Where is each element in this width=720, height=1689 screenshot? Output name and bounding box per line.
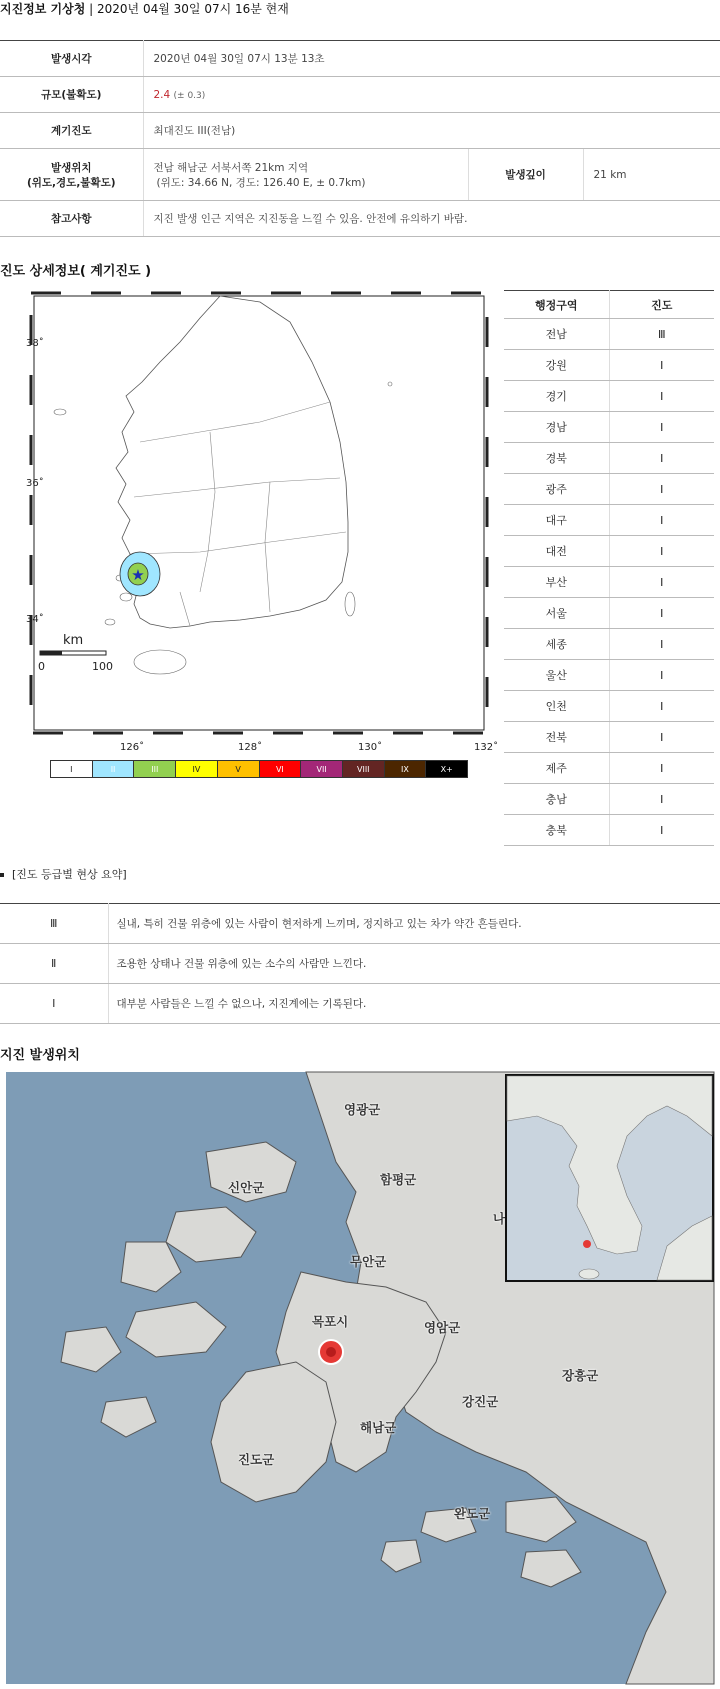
jindo-island xyxy=(211,1362,336,1502)
region-name: 충남 xyxy=(504,784,609,815)
region-intensity: Ⅰ xyxy=(609,412,714,443)
region-intensity: Ⅰ xyxy=(609,784,714,815)
region-row xyxy=(504,784,714,815)
region-intensity: Ⅰ xyxy=(609,567,714,598)
legend-level: VIII xyxy=(343,761,385,777)
location-line1: 전남 해남군 서북서쪽 21km 지역 xyxy=(153,161,309,174)
region-intensity: Ⅰ xyxy=(609,815,714,846)
region-row xyxy=(504,319,714,350)
note-value: 지진 발생 인근 지역은 지진동을 느낄 수 있음. 안전에 유의하기 바람. xyxy=(143,201,720,237)
title-separator: | xyxy=(89,2,98,16)
region-name: 서울 xyxy=(504,598,609,629)
lat-label-36: 36˚ xyxy=(26,478,44,489)
lat-label-34: 34˚ xyxy=(26,614,44,625)
region-name: 충북 xyxy=(504,815,609,846)
region-intensity: Ⅰ xyxy=(609,505,714,536)
intensity-value: 최대진도 III(전남) xyxy=(143,113,720,149)
summary-description: 대부분 사람들은 느낄 수 없으나, 지진계에는 기록된다. xyxy=(108,984,720,1024)
region-row xyxy=(504,753,714,784)
region-row xyxy=(504,629,714,660)
place-sinan: 신안군 xyxy=(228,1180,265,1195)
region-intensity: Ⅰ xyxy=(609,443,714,474)
earthquake-info-table xyxy=(0,40,720,237)
region-intensity-table xyxy=(504,290,714,846)
location-section-title: 지진 발생위치 xyxy=(0,1048,80,1063)
summary-row xyxy=(0,984,720,1024)
region-name: 경남 xyxy=(504,412,609,443)
region-name: 강원 xyxy=(504,350,609,381)
depth-value: 21 km xyxy=(583,149,720,201)
place-wando: 완도군 xyxy=(454,1506,491,1521)
legend-level: VI xyxy=(260,761,302,777)
region-row xyxy=(504,691,714,722)
scale-bar-fill xyxy=(40,651,62,655)
region-row xyxy=(504,722,714,753)
lat-label-38: 38˚ xyxy=(26,338,44,349)
region-row xyxy=(504,505,714,536)
magnitude-label: 규모(불확도) xyxy=(0,77,143,113)
region-row xyxy=(504,815,714,846)
region-intensity: Ⅰ xyxy=(609,722,714,753)
region-table-header xyxy=(504,291,714,319)
region-name: 대구 xyxy=(504,505,609,536)
lon-label-128: 128˚ xyxy=(238,742,263,753)
intensity-summary-table xyxy=(0,903,720,1024)
place-jangheung: 장흥군 xyxy=(562,1368,599,1383)
epicenter-star-icon: ★ xyxy=(131,566,145,584)
region-name: 인천 xyxy=(504,691,609,722)
inset-overview-map xyxy=(505,1074,714,1282)
location-label xyxy=(0,149,143,201)
info-row-intensity xyxy=(0,113,720,149)
region-intensity: Ⅰ xyxy=(609,350,714,381)
place-mokpo: 목포시 xyxy=(312,1314,349,1329)
region-name: 세종 xyxy=(504,629,609,660)
region-name: 부산 xyxy=(504,567,609,598)
intensity-map xyxy=(26,292,488,738)
info-row-time xyxy=(0,41,720,77)
inset-jeju xyxy=(579,1269,599,1279)
summary-heading xyxy=(0,866,127,882)
region-row xyxy=(504,474,714,505)
location-label-line1: 발생위치 xyxy=(50,161,92,174)
scale-start: 0 xyxy=(38,660,45,673)
info-row-magnitude xyxy=(0,77,720,113)
region-intensity: Ⅰ xyxy=(609,660,714,691)
inset-map-graphic xyxy=(507,1076,712,1280)
legend-level: IX xyxy=(385,761,427,777)
region-row xyxy=(504,443,714,474)
magnitude-uncertainty: (± 0.3) xyxy=(173,90,206,101)
place-yeonggwang: 영광군 xyxy=(344,1102,381,1117)
location-label-line2: (위도,경도,불확도) xyxy=(26,176,116,189)
location-line2: (위도: 34.66 N, 경도: 126.40 E, ± 0.7km) xyxy=(156,176,366,189)
inset-epicenter-icon xyxy=(583,1240,591,1248)
region-header-intensity: 진도 xyxy=(609,291,714,319)
region-name: 경기 xyxy=(504,381,609,412)
region-name: 전남 xyxy=(504,319,609,350)
place-hampyeong: 함평군 xyxy=(380,1172,417,1187)
summary-description: 조용한 상태나 건물 위층에 있는 소수의 사람만 느낀다. xyxy=(108,944,720,984)
legend-level: II xyxy=(93,761,135,777)
region-row xyxy=(504,660,714,691)
time-label: 발생시각 xyxy=(0,41,143,77)
magnitude-cell xyxy=(143,77,720,113)
region-intensity: Ⅲ xyxy=(609,319,714,350)
epicenter-core xyxy=(326,1347,336,1357)
summary-level: Ⅰ xyxy=(0,984,108,1024)
legend-level: III xyxy=(134,761,176,777)
lon-label-126: 126˚ xyxy=(120,742,145,753)
intensity-color-legend xyxy=(50,760,468,778)
place-gangjin: 강진군 xyxy=(462,1394,499,1409)
magnitude-value: 2.4 xyxy=(153,88,171,101)
lon-label-130: 130˚ xyxy=(358,742,383,753)
place-haenam: 해남군 xyxy=(360,1420,397,1435)
time-value: 2020년 04월 30일 07시 13분 13초 xyxy=(143,41,720,77)
lon-label-132: 132˚ xyxy=(474,742,499,753)
region-name: 광주 xyxy=(504,474,609,505)
region-row xyxy=(504,412,714,443)
bullet-square-icon xyxy=(0,873,4,877)
summary-row xyxy=(0,944,720,984)
summary-level: Ⅱ xyxy=(0,944,108,984)
region-intensity: Ⅰ xyxy=(609,598,714,629)
region-row xyxy=(504,567,714,598)
region-row xyxy=(504,350,714,381)
region-name: 대전 xyxy=(504,536,609,567)
region-intensity: Ⅰ xyxy=(609,536,714,567)
region-intensity: Ⅰ xyxy=(609,629,714,660)
place-muan: 무안군 xyxy=(350,1254,387,1269)
place-na: 나 xyxy=(493,1211,506,1226)
legend-level: X+ xyxy=(426,761,467,777)
summary-description: 실내, 특히 건물 위층에 있는 사람이 현저하게 느끼며, 정지하고 있는 차가 약간 흔들린다. xyxy=(108,904,720,944)
region-intensity: Ⅰ xyxy=(609,753,714,784)
region-intensity: Ⅰ xyxy=(609,381,714,412)
summary-row xyxy=(0,904,720,944)
scale-end: 100 xyxy=(92,660,113,673)
region-intensity: Ⅰ xyxy=(609,691,714,722)
region-name: 제주 xyxy=(504,753,609,784)
region-row xyxy=(504,536,714,567)
place-jindo: 진도군 xyxy=(238,1452,275,1467)
region-name: 경북 xyxy=(504,443,609,474)
page-title xyxy=(0,0,720,22)
page-title-text: 지진정보 기상청 xyxy=(0,2,86,16)
place-yeongam: 영암군 xyxy=(424,1320,461,1335)
legend-level: I xyxy=(51,761,93,777)
region-name: 울산 xyxy=(504,660,609,691)
depth-label: 발생깊이 xyxy=(468,149,583,201)
legend-level: V xyxy=(218,761,260,777)
region-header-area: 행정구역 xyxy=(504,291,609,319)
location-value xyxy=(143,149,468,201)
summary-level: Ⅲ xyxy=(0,904,108,944)
note-label: 참고사항 xyxy=(0,201,143,237)
report-timestamp: 2020년 04월 30일 07시 16분 현재 xyxy=(97,2,289,16)
scale-unit: km xyxy=(63,633,84,648)
region-row xyxy=(504,381,714,412)
legend-level: IV xyxy=(176,761,218,777)
region-row xyxy=(504,598,714,629)
info-row-location xyxy=(0,149,720,201)
summary-title: [진도 등급별 현상 요약] xyxy=(12,868,127,881)
info-row-note xyxy=(0,201,720,237)
region-intensity: Ⅰ xyxy=(609,474,714,505)
intensity-section-title: 진도 상세정보( 계기진도 ) xyxy=(0,264,152,279)
intensity-label: 계기진도 xyxy=(0,113,143,149)
legend-level: VII xyxy=(301,761,343,777)
region-name: 전북 xyxy=(504,722,609,753)
